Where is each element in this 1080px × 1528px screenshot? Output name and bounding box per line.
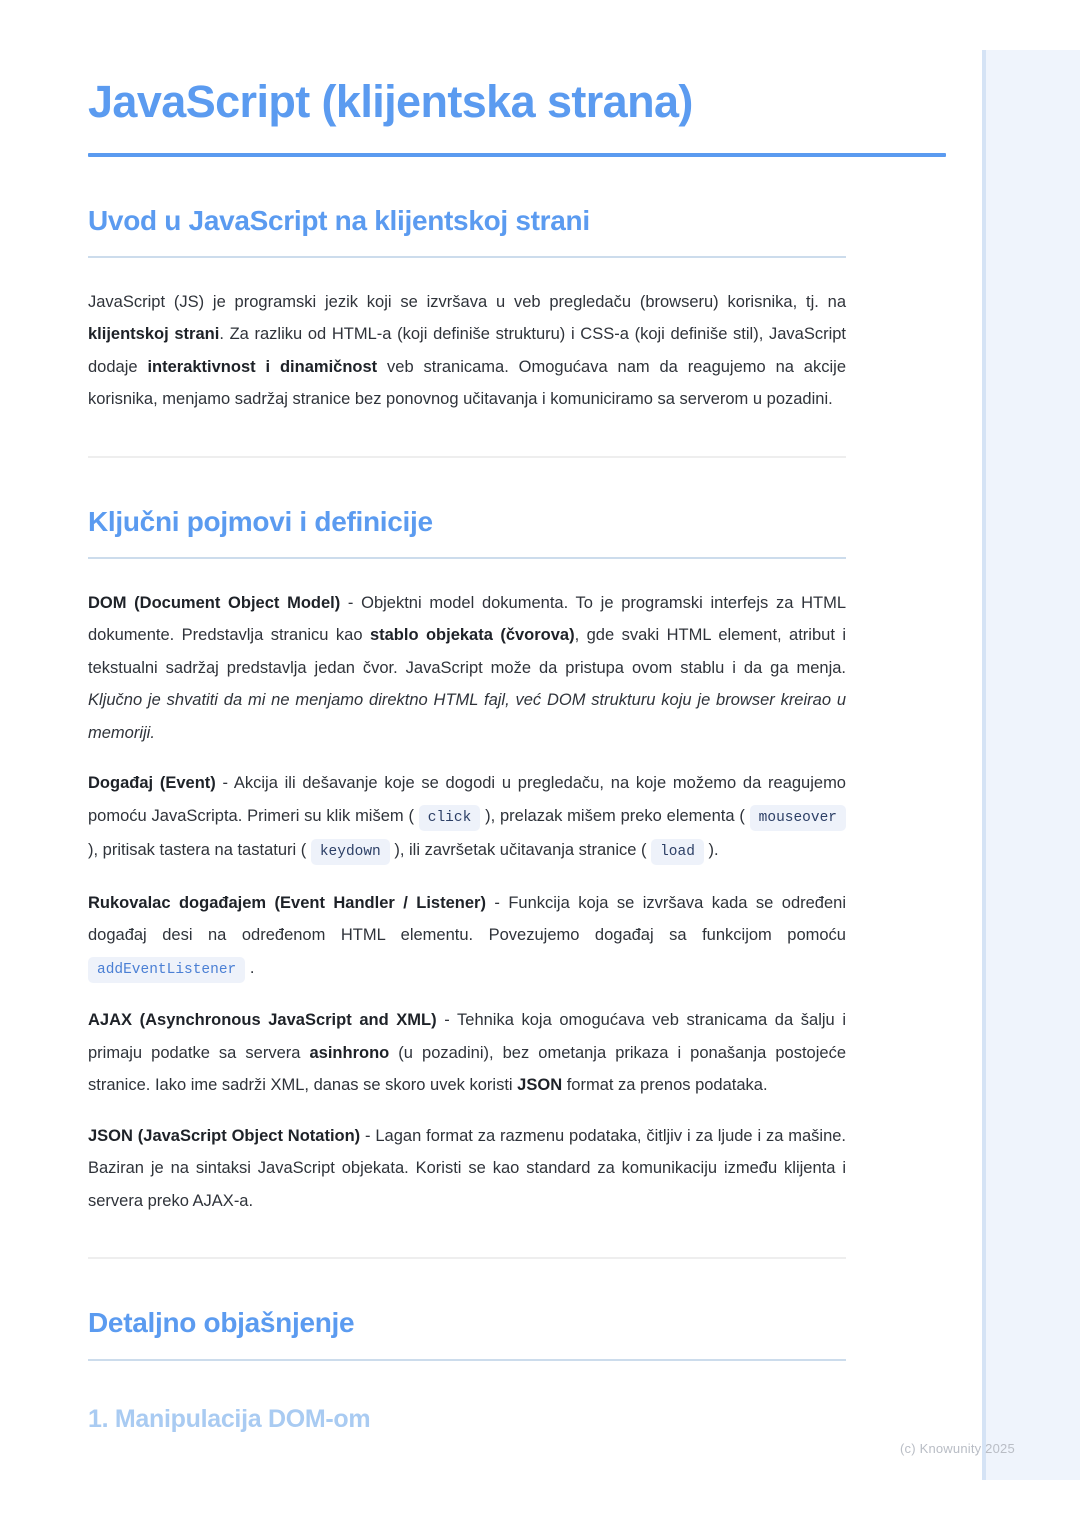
term-label: Rukovalac događajem (Event Handler / Listener) [88, 893, 486, 912]
text-run: JavaScript (JS) je programski jezik koji se izvršava u veb pregledaču (browseru) korisnika, tj. na [88, 292, 846, 311]
text-run: . [245, 958, 255, 977]
emphasis-run: JSON [517, 1076, 563, 1095]
paragraph-term-event [88, 767, 846, 869]
code-chip-load: load [651, 839, 704, 865]
code-chip-click: click [419, 805, 481, 831]
text-run: (u pozadini), bez ometanja prikaza i ponašanja postojeće stranice. Iako ime sadrži XML, danas se skoro uvek koristi [88, 1043, 846, 1095]
text-run: - Funkcija koja se izvršava kada se određeni događaj desi na određenom HTML elementu. Povezujemo događaj sa funkcijom pomoću [88, 893, 847, 945]
section-heading-rule [88, 256, 846, 258]
paragraph-term-json [88, 1120, 846, 1218]
italic-run: Ključno je shvatiti da mi ne menjamo direktno HTML fajl, već DOM strukturu koju je browser kreirao u memoriji. [88, 691, 846, 742]
right-decorative-panel [982, 50, 1080, 1480]
text-run: ), ili završetak učitavanja stranice ( [389, 841, 652, 860]
code-chip-mouseover: mouseover [750, 805, 846, 831]
paragraph-term-ajax [88, 1004, 846, 1102]
section-separator [88, 1257, 846, 1259]
section-heading-detailed: Detaljno objašnjenje [88, 1307, 355, 1339]
text-run: - Tehnika koja omogućava veb stranicama da šalju i primaju podatke sa servera [88, 1011, 846, 1062]
title-underline-rule [88, 153, 946, 157]
text-run: ), pritisak tastera na tastaturi ( [88, 841, 311, 860]
code-chip-keydown: keydown [311, 839, 390, 865]
page-title: JavaScript (klijentska strana) [88, 76, 693, 127]
term-label: AJAX (Asynchronous JavaScript and XML) [88, 1011, 437, 1030]
text-run: . Za razliku od HTML-a (koji definiše strukturu) i CSS-a (koji definiše stil), JavaScript dodaje [88, 325, 846, 376]
section-heading-intro: Uvod u JavaScript na klijentskoj strani [88, 204, 590, 236]
section-key-terms [88, 506, 946, 1218]
text-run: veb stranicama. Omogućava nam da reagujemo na akcije korisnika, menjamo sadržaj stranice bez ponovnog učitavanja i komuniciramo sa serverom u pozadini. [88, 357, 846, 409]
paragraph-term-handler [88, 887, 846, 987]
section-separator [88, 456, 846, 458]
text-run: , gde svaki HTML element, atribut i tekstualni sadržaj predstavlja jedan čvor. JavaScript može da pristupa ovom stablu i da ga menja. [88, 626, 846, 677]
document-content [88, 78, 946, 1433]
term-label: JSON (JavaScript Object Notation) [88, 1126, 361, 1145]
term-label: DOM (Document Object Model) [88, 593, 341, 612]
emphasis-run: asinhrono [309, 1043, 390, 1062]
emphasis-run: stablo objekata (čvorova) [369, 626, 575, 645]
text-run: - Objektni model dokumenta. To je programski interfejs za HTML dokumente. Predstavlja stranicu kao [88, 593, 846, 645]
text-run: - Akcija ili dešavanje koje se dogodi u pregledaču, na koje možemo da reagujemo pomoću JavaScripta. Primeri su klik mišem ( [88, 774, 846, 825]
text-run: ). [703, 841, 719, 860]
subsection-heading-dom-manipulation: 1. Manipulacija DOM-om [88, 1404, 371, 1433]
paragraph-intro [88, 286, 846, 416]
text-run: ), prelazak mišem preko elementa ( [480, 806, 750, 825]
text-run: - Lagan format za razmenu podataka, čitljiv i za ljude i za mašine. Baziran je na sintaksi JavaScript objekata. Koristi se kao standard za komunikaciju između klijenta i servera preko AJAX-a. [88, 1126, 847, 1210]
section-heading-key-terms: Ključni pojmovi i definicije [88, 505, 433, 537]
emphasis-run: klijentskoj strani [88, 325, 220, 344]
section-heading-rule [88, 557, 846, 559]
text-run: format za prenos podataka. [562, 1076, 768, 1095]
paragraph-term-dom [88, 587, 846, 750]
section-heading-rule [88, 1359, 846, 1361]
term-label: Događaj (Event) [88, 774, 216, 793]
page-footer-copyright: (c) Knowunity 2025 [900, 1441, 1015, 1456]
section-intro [88, 205, 946, 416]
section-detailed [88, 1307, 946, 1433]
emphasis-run: interaktivnost i dinamičnost [147, 357, 378, 376]
code-chip-addeventlistener: addEventListener [88, 957, 245, 983]
